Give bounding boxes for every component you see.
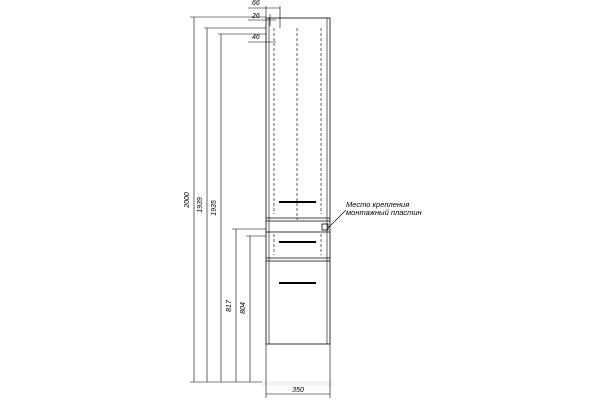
dim-66-label: 66 — [252, 0, 260, 7]
lower-door-handle — [279, 282, 316, 284]
dim-2000-label: 2000 — [184, 192, 191, 208]
cabinet-outline — [266, 18, 330, 344]
dim-804-label: 804 — [240, 302, 247, 314]
annotation-line-2: монтажный пластин — [346, 208, 422, 217]
upper-door-handle — [279, 201, 316, 203]
dim-350-label: 350 — [292, 387, 304, 394]
drawer-handle — [279, 241, 316, 243]
dim-817-label: 817 — [226, 300, 233, 312]
annotation-line-1: Место крепления — [346, 200, 410, 209]
dim-1935-label: 1935 — [211, 200, 218, 216]
dim-1939-label: 1939 — [197, 197, 204, 213]
floor-strip — [262, 381, 334, 386]
annotation-leader — [328, 210, 346, 228]
dim-46-label: 46 — [252, 34, 260, 41]
dim-26-label: 26 — [252, 13, 260, 20]
